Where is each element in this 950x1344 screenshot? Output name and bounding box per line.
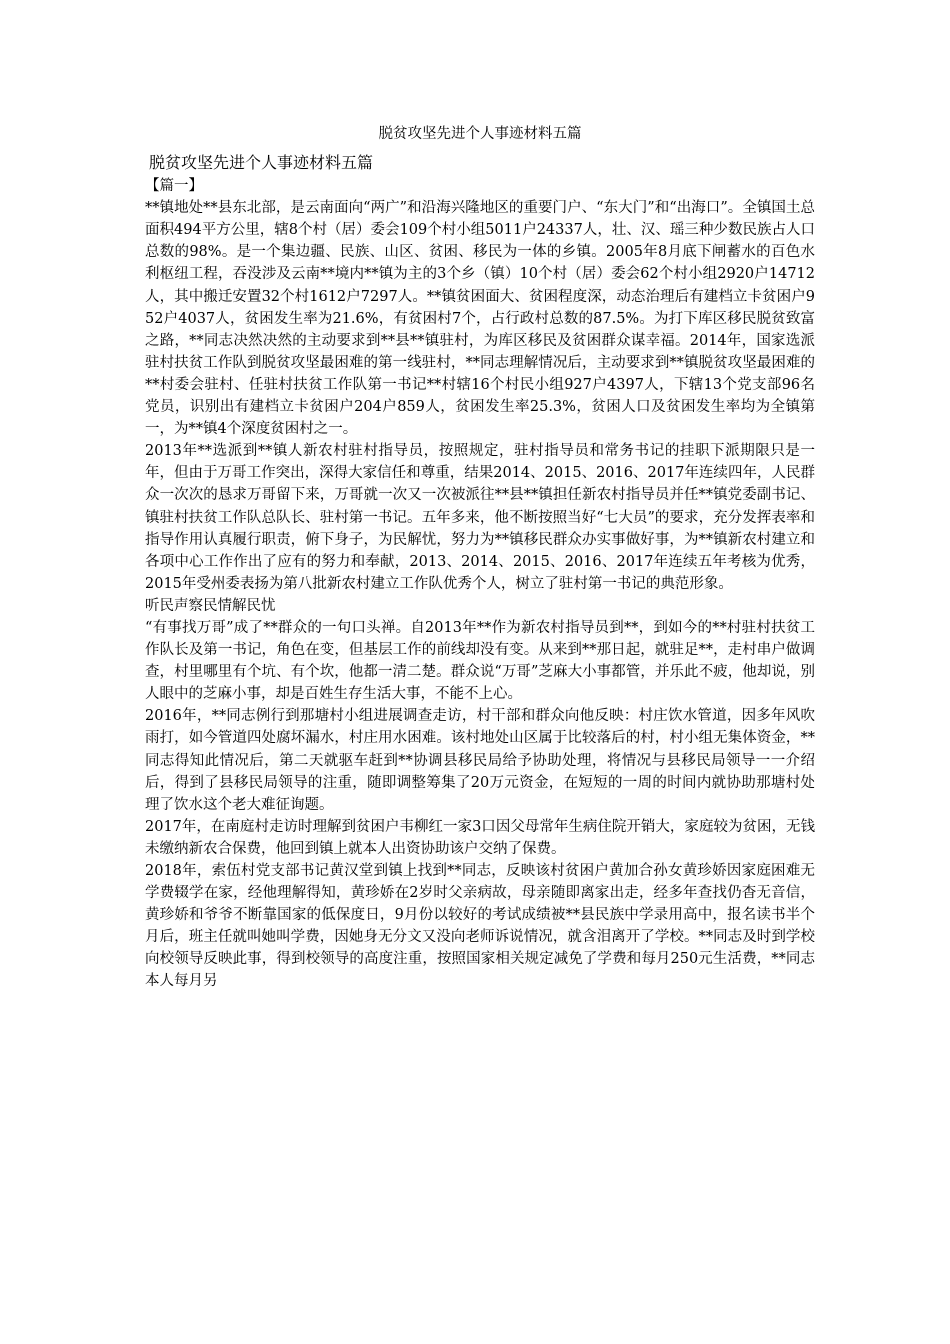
section-heading: 听民声察民情解民忧 xyxy=(145,597,276,614)
paragraph: “有事找万哥”成了**群众的一句口头禅。自2013年**作为新农村指导员到**，到如今的**村驻村扶贫工作队长及第一书记，角色在变，但基层工作的前线却没有变。从来到**那日起，就驻足**，走村串户做调查，村里哪里有个坑、有个坎，他都一清二楚。群众说“万哥”芝麻大小事都管，并乐此不疲，他却说，别人眼中的芝麻小事，却是百姓生存生活大事，不能不上心。 xyxy=(145,619,815,703)
document-subtitle: 脱贫攻坚先进个人事迹材料五篇 xyxy=(149,153,374,173)
paragraph: 2018年，索伍村党支部书记黄汉堂到镇上找到**同志，反映该村贫困户黄加合孙女黄珍娇因家庭困难无学费辍学在家，经他理解得知，黄珍娇在2岁时父亲病故，母亲随即离家出走，经多年查找仍杳无音信，黄珍娇和爷爷不断靠国家的低保度日，9月份以较好的考试成绩被**县民族中学录用高中，报名读书半个月后，班主任就叫她叫学费，因她身无分文又没向老师诉说情况，就含泪离开了学校。**同志及时到学校向校领导反映此事，得到校领导的高度注重，按照国家相关规定减免了学费和每月250元生活费，**同志本人每月另 xyxy=(145,863,815,990)
paragraph: 2016年，**同志例行到那塘村小组进展调查走访，村干部和群众向他反映：村庄饮水管道，因多年风吹雨打，如今管道四处腐坏漏水，村庄用水困难。该村地处山区属于比较落后的村，村小组无集体资金，**同志得知此情况后，第二天就驱车赶到**协调县移民局给予协助处理，将情况与县移民局领导一一介绍后，得到了县移民局领导的注重，随即调整筹集了20万元资金，在短短的一周的时间内就协助那塘村处理了饮水这个老大难征询题。 xyxy=(145,708,815,813)
paragraph: **镇地处**县东北部，是云南面向“两广”和沿海兴隆地区的重要门户、“东大门”和“出海口”。全镇国土总面积494平方公里，辖8个村（居）委会109个村小组5011户24337人，壮、汉、瑶三种少数民族占人口总数的98%。是一个集边疆、民族、山区、贫困、移民为一体的乡镇。2005年8月底下闸蓄水的百色水利枢纽工程，吞没涉及云南**境内**镇为主的3个乡（镇）10个村（居）委会62个村小组2920户14712人，其中搬迁安置32个村1612户7297人。**镇贫困面大、贫困程度深，动态治理后有建档立卡贫困户952户4037人，贫困发生率为21.6%，有贫困村7个，占行政村总数的87.5%。为打下库区移民脱贫致富之路，**同志决然决然的主动要求到**县**镇驻村，为库区移民及贫困群众谋幸福。2014年，国家选派驻村扶贫工作队到脱贫攻坚最困难的第一线驻村，**同志理解情况后，主动要求到**镇脱贫攻坚最困难的**村委会驻村、任驻村扶贫工作队第一书记**村辖16个村民小组927户4397人，下辖13个党支部96名党员，识别出有建档立卡贫困户204户859人，贫困发生率25.3%，贫困人口及贫困发生率均为全镇第一，为**镇4个深度贫困村之一。 xyxy=(145,200,815,438)
document-title: 脱贫攻坚先进个人事迹材料五篇 xyxy=(378,126,582,142)
section-label: 【篇一】 xyxy=(145,178,203,195)
paragraph: 2017年，在南庭村走访时理解到贫困户韦柳红一家3口因父母常年生病住院开销大，家庭较为贫困，无钱未缴纳新农合保费，他回到镇上就本人出资协助该户交纳了保费。 xyxy=(145,818,815,857)
paragraph: 2013年**选派到**镇人新农村驻村指导员，按照规定，驻村指导员和常务书记的挂职下派期限只是一年，但由于万哥工作突出，深得大家信任和尊重，结果2014、2015、2016、2017年连续四年，人民群众一次次的恳求万哥留下来，万哥就一次又一次被派往**县**镇担任新农村指导员并任**镇党委副书记、镇驻村扶贫工作队总队长、驻村第一书记。五年多来，他不断按照当好“七大员”的要求，充分发挥表率和指导作用认真履行职责，俯下身子，为民解忧，努力为**镇移民群众办实事做好事，为**镇新农村建立和各项中心工作作出了应有的努力和奉献，2013、2014、2015、2016、2017年连续五年考核为优秀，2015年受州委表扬为第八批新农村建立工作队优秀个人，树立了驻村第一书记的典范形象。 xyxy=(145,443,815,592)
document-page xyxy=(145,118,815,993)
